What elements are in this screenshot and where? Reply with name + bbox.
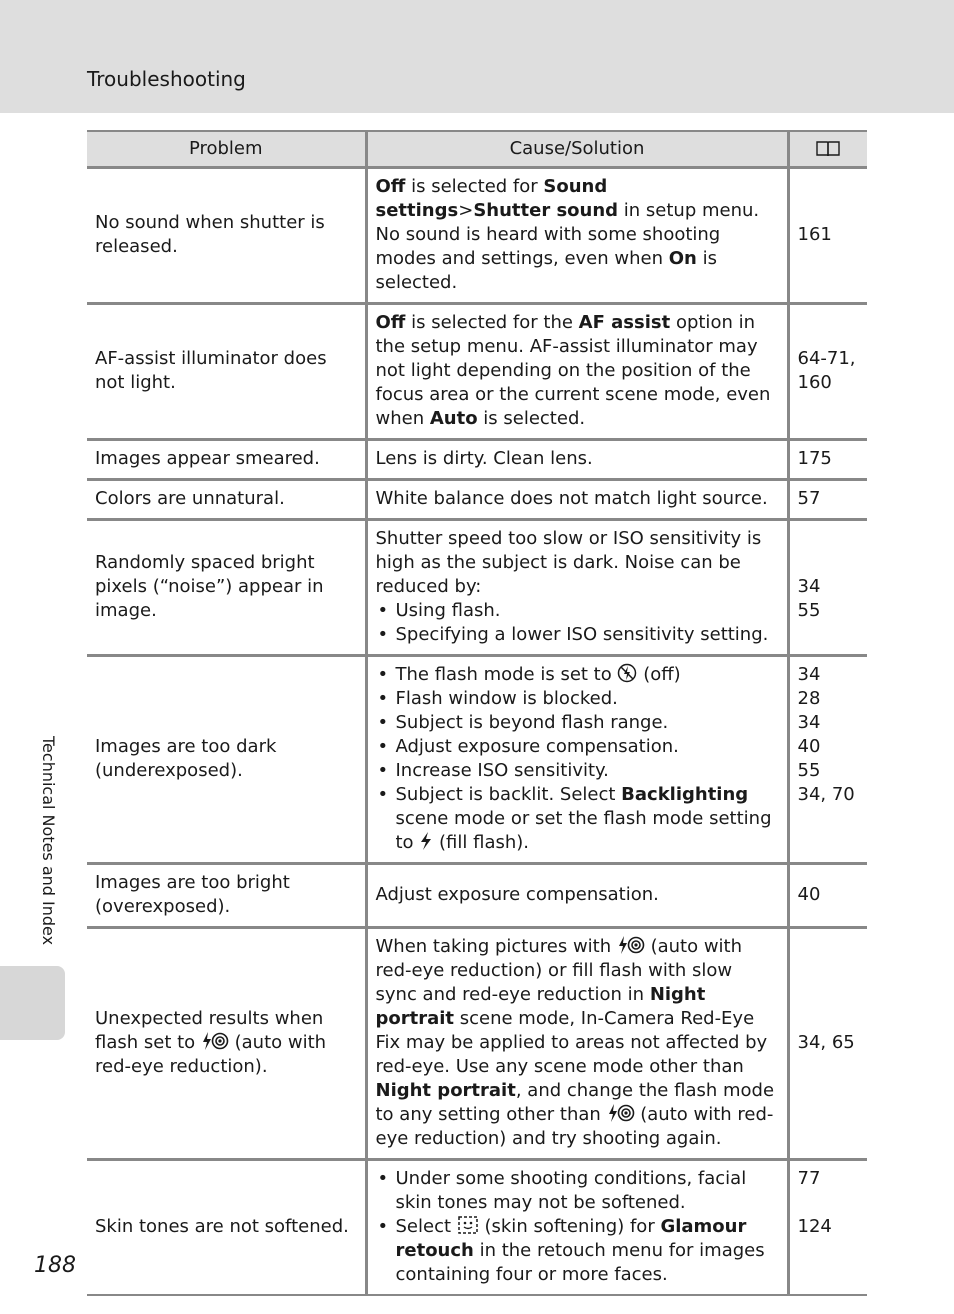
- table-row: [87, 864, 867, 928]
- list-item: • Adjust exposure compensation.: [376, 735, 779, 759]
- table-row: [87, 440, 867, 480]
- table-row: [87, 1160, 867, 1296]
- list-item: • Subject is backlit. Select Backlighting scene mode or set the flash mode setting to (fill flash).: [376, 783, 779, 855]
- reference-value: 28: [797, 688, 821, 709]
- table-row: [87, 928, 867, 1160]
- skin-softening-icon: [457, 1215, 479, 1235]
- list-item: • Specifying a lower ISO sensitivity setting.: [376, 623, 779, 647]
- side-section-label-text: Technical Notes and Index: [39, 736, 58, 946]
- cause-cell: Lens is dirty. Clean lens.: [366, 440, 788, 480]
- side-section-tab: [0, 966, 65, 1040]
- fill-flash-icon: [419, 831, 433, 851]
- column-header-reference: [788, 131, 867, 168]
- list-item: • Flash window is blocked.: [376, 687, 779, 711]
- list-item: • Under some shooting conditions, facial skin tones may not be softened.: [376, 1167, 779, 1215]
- cause-cell: [366, 656, 788, 864]
- cause-cell: [366, 1160, 788, 1296]
- reference-value: [798, 1191, 860, 1215]
- reference-value: 34: [797, 712, 821, 733]
- auto-red-eye-reduction-icon: [201, 1031, 229, 1051]
- problem-cell: AF-assist illuminator does not light.: [87, 304, 366, 440]
- reference-value: 34, 70: [797, 784, 855, 805]
- cause-cell: Adjust exposure compensation.: [366, 864, 788, 928]
- reference-value: 124: [797, 1216, 832, 1237]
- reference-value: 77: [797, 1168, 821, 1189]
- problem-cell: Images appear smeared.: [87, 440, 366, 480]
- cause-cell: Off is selected for the AF assist option in the setup menu. AF-assist illuminator may not light depending on the position of the focus area or the current scene mode, even when Auto is selected.: [366, 304, 788, 440]
- flash-off-icon: [617, 663, 637, 683]
- list-item: • Subject is beyond flash range.: [376, 711, 779, 735]
- reference-cell: 57: [788, 480, 867, 520]
- auto-red-eye-reduction-icon: [607, 1103, 635, 1123]
- reference-value: 34: [797, 576, 821, 597]
- table-row: [87, 480, 867, 520]
- reference-cell: [788, 520, 867, 656]
- cause-cell: [366, 520, 788, 656]
- reference-cell: 64-71, 160: [788, 304, 867, 440]
- problem-cell: Skin tones are not softened.: [87, 1160, 366, 1296]
- problem-cell: No sound when shutter is released.: [87, 168, 366, 304]
- table-row: [87, 656, 867, 864]
- auto-red-eye-reduction-icon: [617, 935, 645, 955]
- table-header-row: [87, 131, 867, 168]
- list-item: • The flash mode is set to (off): [376, 663, 779, 687]
- reference-cell: [788, 656, 867, 864]
- cause-cell: When taking pictures with (auto with red-eye reduction) or fill flash with slow sync and red-eye reduction in Night portrait scene mode, In-Camera Red-Eye Fix may be applied to areas not affected by red-eye. Use any scene mode other than Night portrait, and change the flash mode to any setting other than (auto with red-eye reduction) and try shooting again.: [366, 928, 788, 1160]
- cause-cell: Off is selected for Sound settings>Shutter sound in setup menu. No sound is heard with some shooting modes and settings, even when On is selected.: [366, 168, 788, 304]
- list-item: • Increase ISO sensitivity.: [376, 759, 779, 783]
- reference-value: 55: [797, 600, 821, 621]
- reference-cell: 161: [788, 168, 867, 304]
- page-number: 188: [34, 1253, 76, 1278]
- problem-cell: Colors are unnatural.: [87, 480, 366, 520]
- column-header-problem: Problem: [87, 131, 366, 168]
- table-row: [87, 304, 867, 440]
- cause-intro: Shutter speed too slow or ISO sensitivity is high as the subject is dark. Noise can be reduced by:: [375, 528, 762, 597]
- problem-cell: Images are too bright (overexposed).: [87, 864, 366, 928]
- reference-cell: [788, 1160, 867, 1296]
- reference-value: 34: [797, 664, 821, 685]
- reference-value: 55: [797, 760, 821, 781]
- cause-cell: White balance does not match light source.: [366, 480, 788, 520]
- problem-cell: Randomly spaced bright pixels (“noise”) appear in image.: [87, 520, 366, 656]
- page-header-title: Troubleshooting: [87, 67, 246, 91]
- reference-cell: 34, 65: [788, 928, 867, 1160]
- reference-value: 40: [797, 736, 821, 757]
- book-icon: [815, 139, 841, 159]
- reference-cell: 175: [788, 440, 867, 480]
- problem-cell: Images are too dark (underexposed).: [87, 656, 366, 864]
- header-band: [0, 0, 954, 113]
- reference-cell: 40: [788, 864, 867, 928]
- side-section-label: [36, 736, 58, 956]
- column-header-cause: Cause/Solution: [366, 131, 788, 168]
- list-item: • Using flash.: [376, 599, 779, 623]
- list-item: • Select (skin softening) for Glamour retouch in the retouch menu for images containing four or more faces.: [376, 1215, 779, 1287]
- table-row: [87, 520, 867, 656]
- problem-cell: Unexpected results when flash set to (auto with red-eye reduction).: [87, 928, 366, 1160]
- cause-list: [376, 1167, 779, 1287]
- cause-list: [376, 663, 779, 855]
- cause-list: [376, 599, 779, 647]
- table-row: [87, 168, 867, 304]
- troubleshooting-table: [87, 130, 867, 1296]
